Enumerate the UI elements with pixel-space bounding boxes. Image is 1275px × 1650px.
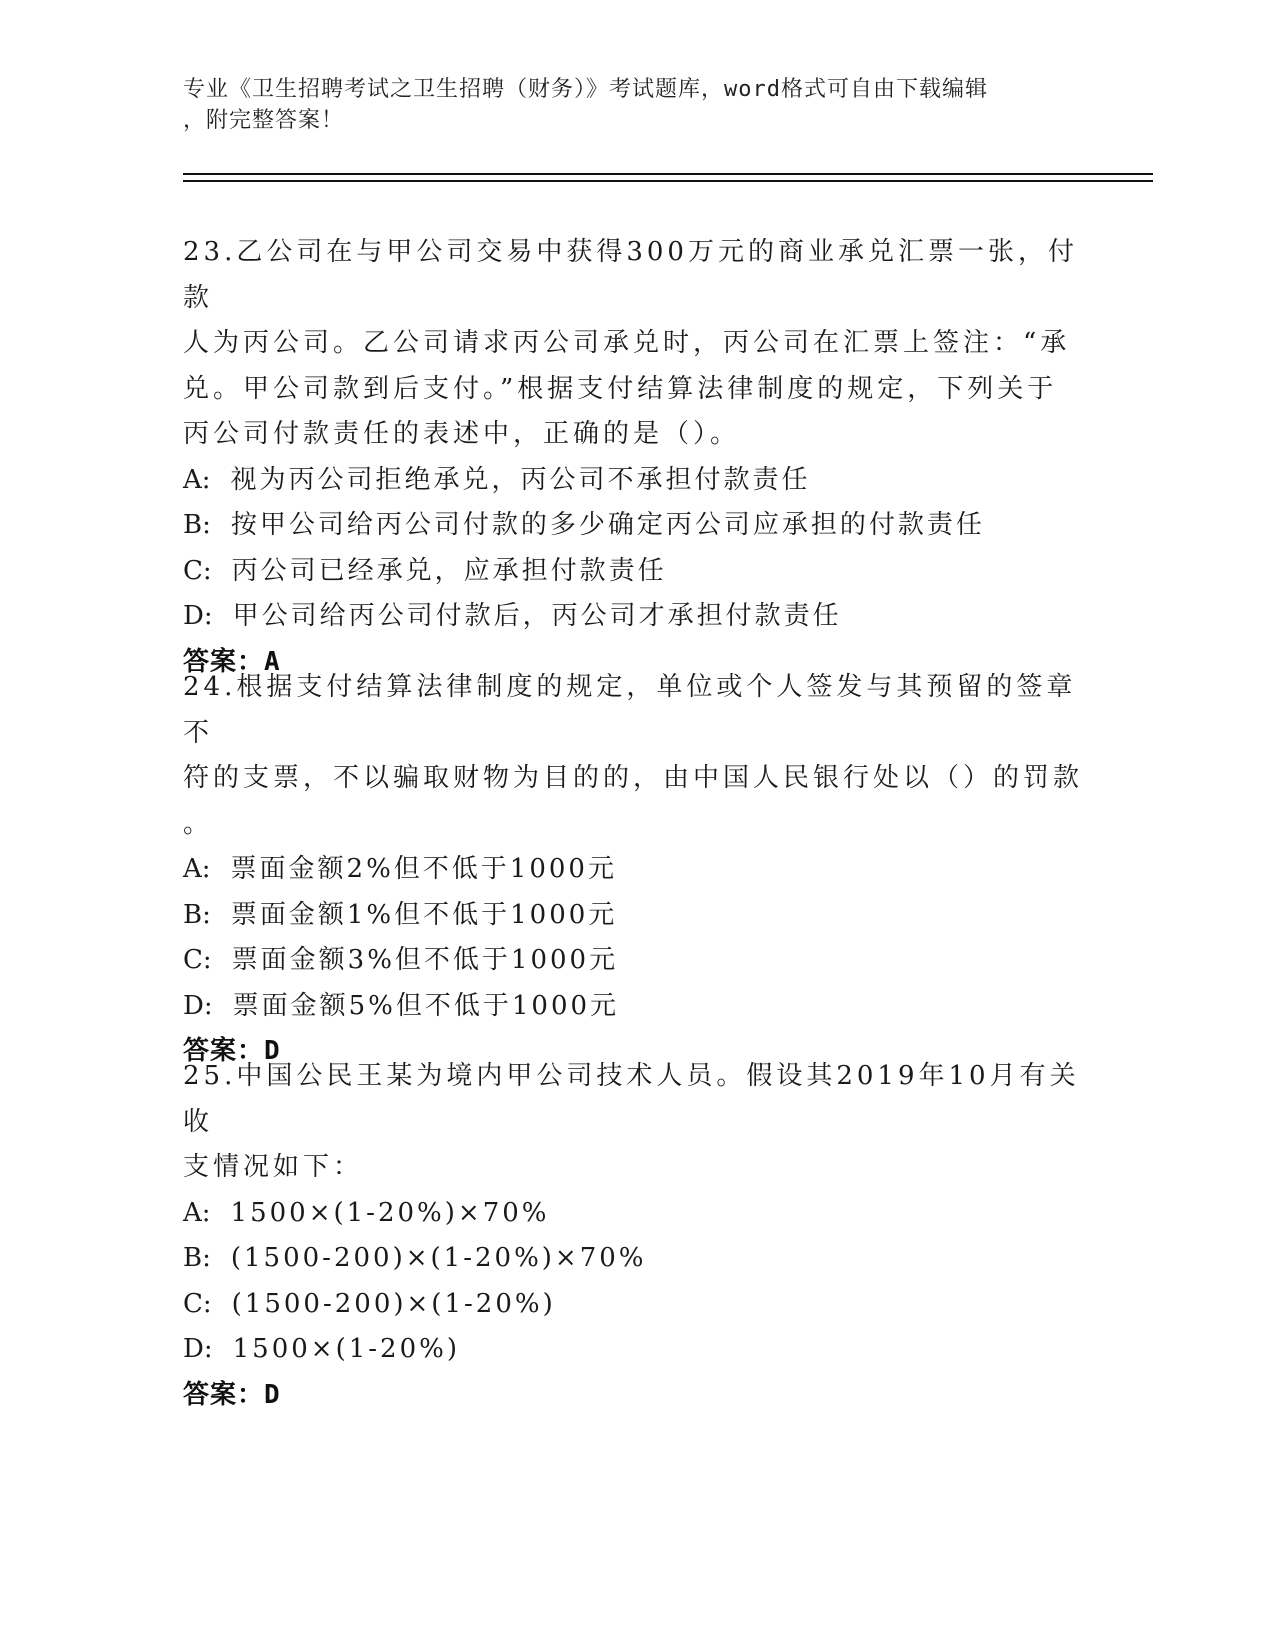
option-letter: A: [183,464,211,495]
option-letter: B: [183,510,211,540]
question-24 [183,665,1083,1075]
answer-line: 答案：D [183,1379,281,1410]
option-text: 票面金额5%但不低于1000元 [232,990,620,1021]
option-d [183,594,1083,640]
document-header [183,74,1063,136]
answer-line: 答案：A [183,646,281,677]
stem-line: 。 [183,808,214,839]
header-line-1: 专业《卫生招聘考试之卫生招聘（财务）》考试题库，word格式可自由下载编辑 [183,77,988,102]
option-b [183,893,1083,939]
option-text: 票面金额1%但不低于1000元 [230,899,618,930]
option-text: 票面金额3%但不低于1000元 [231,945,619,975]
header-line-2: ，附完整答案！ [183,108,345,133]
stem-line: 25.中国公民王某为境内甲公司技术人员。假设其2019年10月有关收 [183,1061,1080,1137]
option-list [183,847,1083,1029]
stem-line: 丙公司付款责任的表述中，正确的是（）。 [183,419,741,449]
option-letter: C: [183,555,212,586]
stem-line: 兑。甲公司款到后支付。”根据支付结算法律制度的规定，下列关于 [183,373,1058,404]
option-c [183,1282,1083,1328]
option-letter: A: [183,1197,211,1228]
question-stem [183,1054,1083,1191]
option-a [183,1191,1083,1237]
option-letter: D: [183,990,213,1021]
option-d [183,984,1083,1030]
option-letter: D: [183,601,213,631]
option-letter: A: [183,854,211,884]
option-letter: C: [183,945,212,975]
option-text: 甲公司给丙公司付款后，丙公司才承担付款责任 [232,601,842,631]
question-stem [183,230,1083,458]
option-text: 票面金额2%但不低于1000元 [230,854,617,884]
answer-line: 答案：D [183,1036,281,1066]
option-text: 1500×(1-20%)×70% [230,1197,550,1228]
option-list [183,458,1083,640]
option-text: 1500×(1-20%) [232,1334,460,1364]
question-23 [183,230,1083,685]
stem-line: 符的支票，不以骗取财物为目的的，由中国人民银行处以（）的罚款 [183,763,1084,793]
option-c [183,549,1083,595]
question-stem [183,665,1083,847]
option-a [183,458,1083,504]
option-text: 按甲公司给丙公司付款的多少确定丙公司应承担的付款责任 [230,510,985,540]
option-text: 丙公司已经承兑，应承担付款责任 [231,555,667,586]
stem-line: 24.根据支付结算法律制度的规定，单位或个人签发与其预留的签章不 [183,672,1077,748]
option-text: 视为丙公司拒绝承兑，丙公司不承担付款责任 [230,464,811,495]
question-25 [183,1054,1083,1418]
option-b [183,1236,1083,1282]
stem-line: 支情况如下： [183,1152,364,1182]
header-divider-top [183,173,1153,175]
option-list [183,1191,1083,1373]
header-divider-bottom [183,180,1153,182]
stem-line: 23.乙公司在与甲公司交易中获得300万元的商业承兑汇票一张，付款 [183,237,1078,313]
option-text: (1500-200)×(1-20%) [231,1288,556,1319]
option-text: (1500-200)×(1-20%)×70% [230,1243,647,1273]
option-c [183,938,1083,984]
option-b [183,503,1083,549]
option-letter: B: [183,899,211,930]
option-letter: D: [183,1334,213,1364]
option-d [183,1327,1083,1373]
stem-line: 人为丙公司。乙公司请求丙公司承兑时，丙公司在汇票上签注：“承 [183,328,1071,358]
option-letter: B: [183,1243,211,1273]
option-letter: C: [183,1288,212,1319]
option-a [183,847,1083,893]
